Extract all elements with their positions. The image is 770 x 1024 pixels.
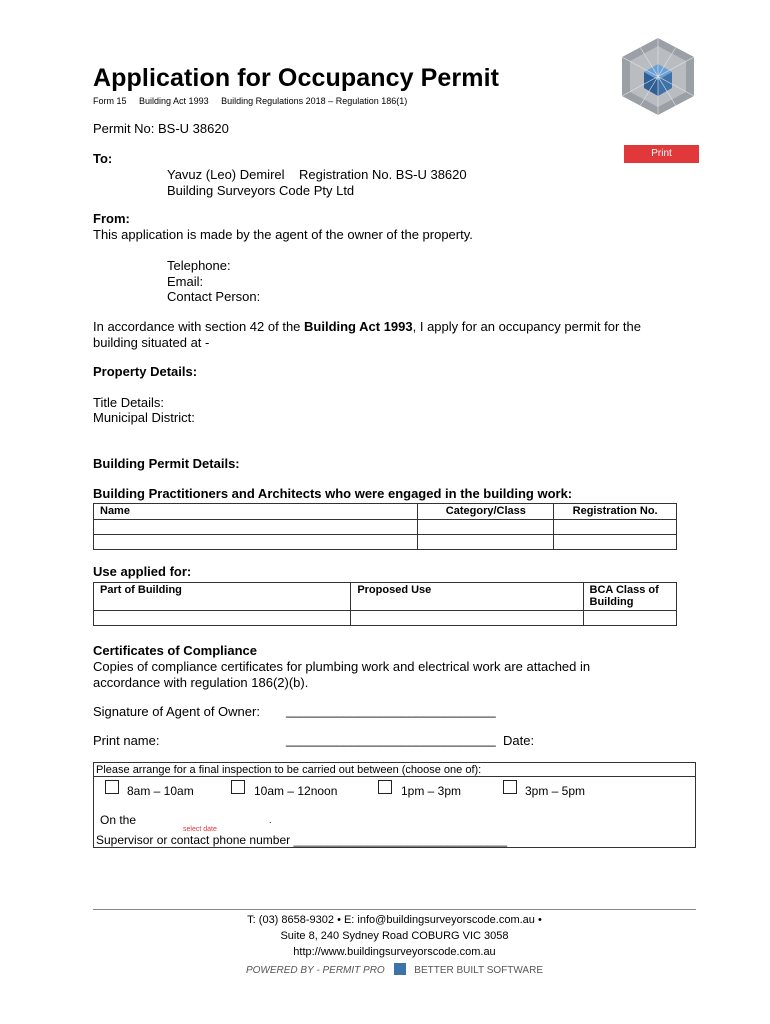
to-line-1: Yavuz (Leo) Demirel Registration No. BS-U 38620 [167, 167, 467, 182]
print-name-label: Print name: [93, 733, 160, 748]
signature-label: Signature of Agent of Owner: [93, 704, 260, 719]
checkbox-8am-10am[interactable] [105, 780, 119, 794]
col-name: Name [94, 504, 418, 520]
checkbox-3pm-5pm[interactable] [503, 780, 517, 794]
practitioners-table [93, 503, 677, 550]
supervisor-phone-field[interactable]: Supervisor or contact phone number ________________________________ [96, 833, 508, 847]
footer-contact: T: (03) 8658-9302 • E: info@buildingsurveyorscode.com.au • [247, 914, 542, 926]
from-text: This application is made by the agent of the owner of the property. [93, 227, 473, 242]
col-proposed-use: Proposed Use [351, 583, 583, 611]
footer-address: Suite 8, 240 Sydney Road COBURG VIC 3058 [280, 930, 509, 942]
email-label: Email: [167, 274, 204, 289]
option-8am-10am: 8am – 10am [127, 784, 194, 798]
company-logo-icon [620, 36, 696, 116]
from-label: From: [93, 211, 130, 226]
option-10am-12noon: 10am – 12noon [254, 784, 338, 798]
footer-divider [93, 909, 696, 910]
use-applied-heading: Use applied for: [93, 564, 192, 579]
page-title: Application for Occupancy Permit [93, 64, 500, 92]
date-label: Date: [503, 733, 535, 748]
option-1pm-3pm: 1pm – 3pm [401, 784, 462, 798]
table-row[interactable] [94, 535, 677, 550]
signature-field[interactable]: _____________________________ [286, 703, 496, 718]
certificates-line-2: accordance with regulation 186(2)(b). [93, 675, 309, 690]
to-line-2: Building Surveyors Code Pty Ltd [167, 183, 355, 198]
certificates-line-1: Copies of compliance certificates for plumbing work and electrical work are attached in [93, 659, 591, 674]
accordance-text: In accordance with section 42 of the Building Act 1993, I apply for an occupancy permit for the building situated at - [93, 319, 641, 350]
better-built-text: BETTER BUILT SOFTWARE [414, 965, 543, 976]
permit-pro-logo-icon [394, 963, 406, 975]
building-permit-heading: Building Permit Details: [93, 456, 240, 471]
form-subtitle: Form 15 Building Act 1993 Building Regulations 2018 – Regulation 186(1) [93, 96, 408, 106]
option-3pm-5pm: 3pm – 5pm [525, 784, 586, 798]
property-details-heading: Property Details: [93, 364, 198, 379]
col-category: Category/Class [418, 504, 554, 520]
to-label: To: [93, 151, 113, 166]
telephone-label: Telephone: [167, 258, 231, 273]
contact-person-label: Contact Person: [167, 289, 261, 304]
certificates-heading: Certificates of Compliance [93, 643, 257, 658]
on-the-label: On the [100, 813, 137, 827]
table-row[interactable] [94, 611, 677, 626]
powered-by [93, 963, 696, 976]
checkbox-1pm-3pm[interactable] [378, 780, 392, 794]
inspection-box [93, 762, 696, 848]
checkbox-10am-12noon[interactable] [231, 780, 245, 794]
col-part-of-building: Part of Building [94, 583, 351, 611]
powered-by-text: POWERED BY - PERMIT PRO [245, 965, 385, 976]
date-dot: . [269, 815, 272, 825]
footer-website[interactable]: http://www.buildingsurveyorscode.com.au [293, 946, 496, 958]
title-details-label: Title Details: [93, 395, 165, 410]
inspection-prompt: Please arrange for a final inspection to be carried out between (choose one of): [94, 763, 695, 777]
print-button[interactable]: Print [624, 145, 699, 163]
use-table [93, 582, 677, 626]
practitioners-heading: Building Practitioners and Architects who were engaged in the building work: [93, 486, 573, 501]
select-date-field[interactable]: select date [183, 826, 217, 833]
permit-number: Permit No: BS-U 38620 [93, 121, 229, 136]
print-name-field[interactable]: _____________________________ [286, 732, 496, 747]
municipal-district-label: Municipal District: [93, 410, 195, 425]
table-row[interactable] [94, 520, 677, 535]
col-bca-class: BCA Class of Building [583, 583, 677, 611]
col-registration: Registration No. [554, 504, 677, 520]
